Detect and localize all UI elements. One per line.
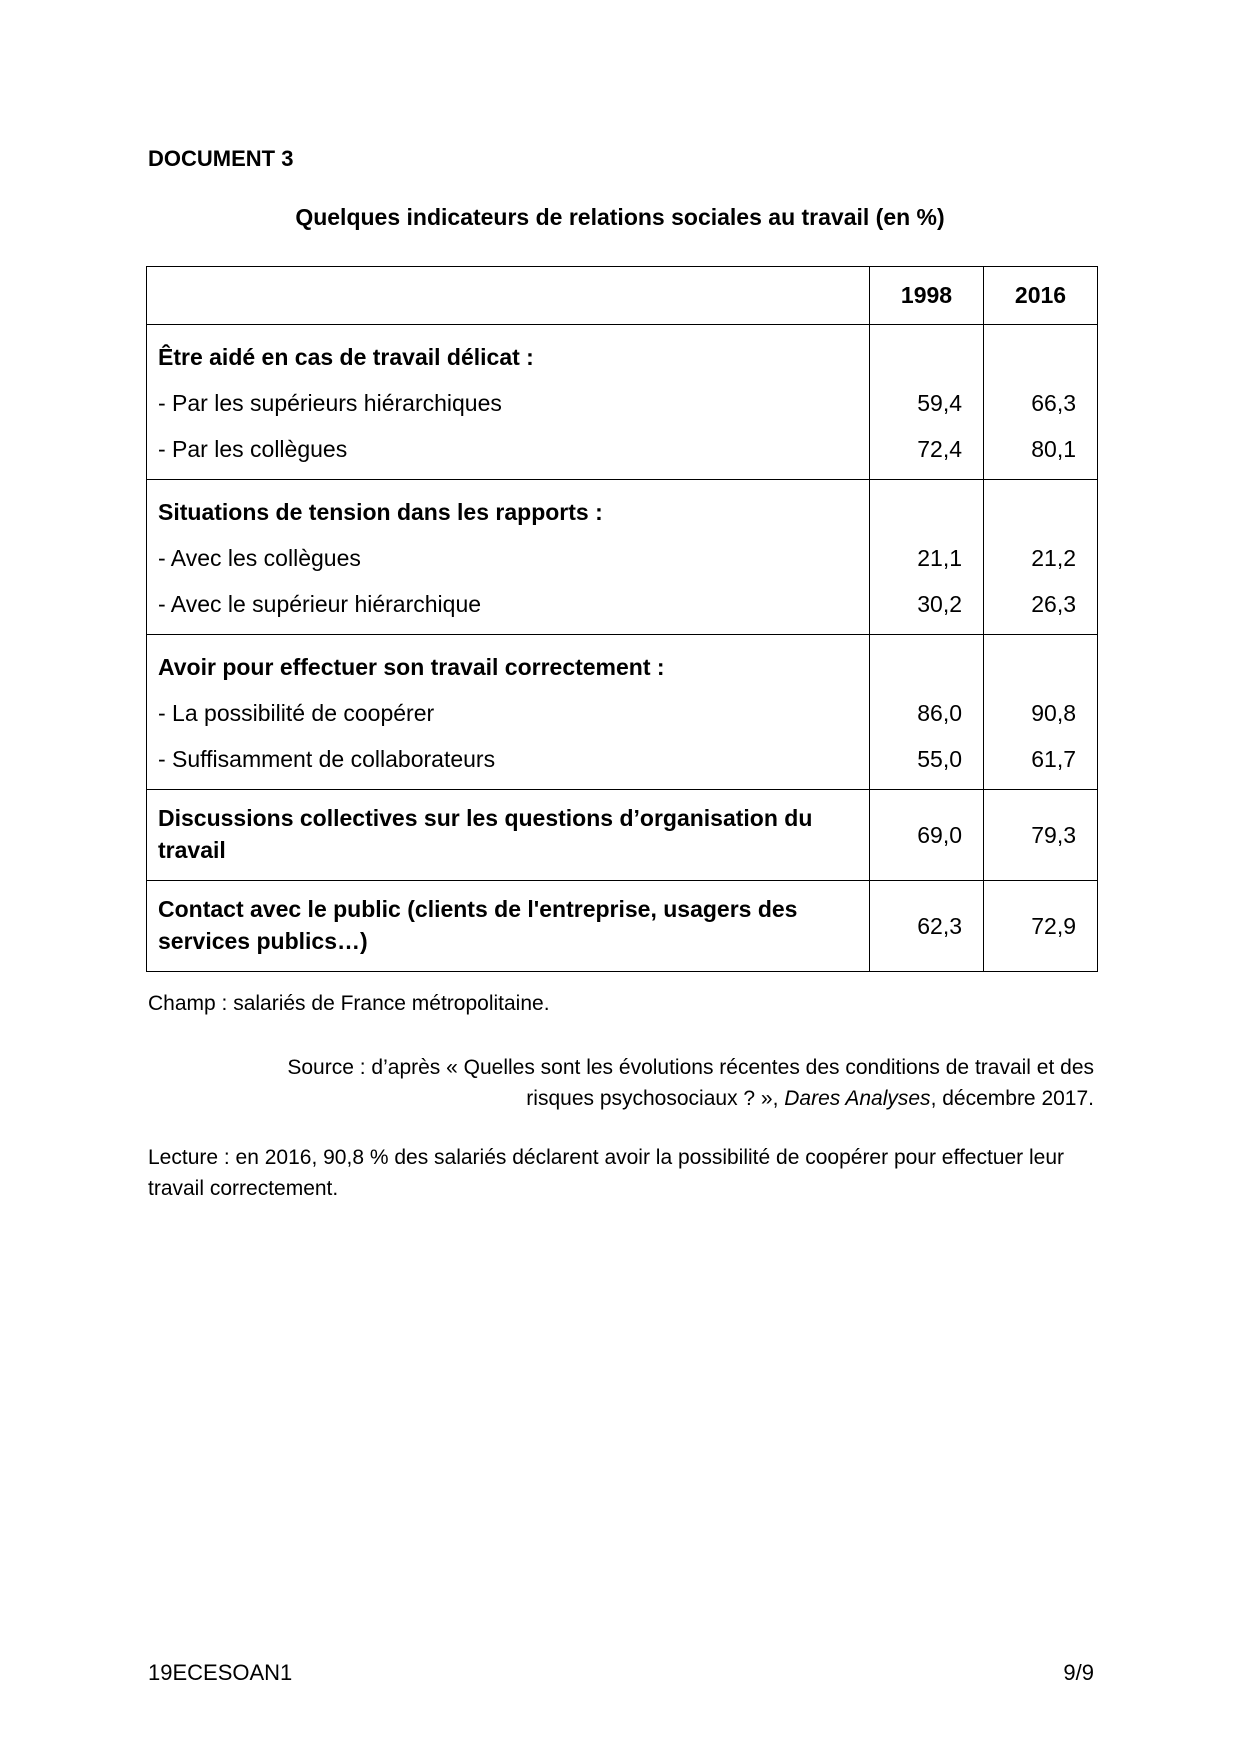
indicators-table [146,266,1098,972]
table-title: Quelques indicateurs de relations sociales au travail (en %) [295,204,945,230]
source-note [154,1052,1094,1114]
source-publication: Dares Analyses [784,1087,931,1110]
footer-page-number: 9/9 [1063,1660,1094,1685]
value-1998: 86,0 [917,700,962,726]
value-2016: 26,3 [1031,591,1076,617]
row-label-line: Contact avec le public (clients de l'entreprise, usagers des [158,896,798,922]
row-label: - Avec le supérieur hiérarchique [158,591,482,617]
field-scope-note: Champ : salariés de France métropolitaine. [148,992,550,1015]
row-label-line: services publics…) [158,928,368,954]
source-line-2: risques psychosociaux ? », Dares Analyses, décembre 2017. [526,1087,1094,1110]
footer-exam-code: 19ECESOAN1 [148,1660,293,1685]
table-row [147,881,1098,972]
source-line-1: Source : d’après « Quelles sont les évolutions récentes des conditions de travail et des [287,1056,1094,1079]
table-section [147,635,1098,790]
row-label: - Avec les collègues [158,545,361,571]
header-label-cell [147,267,870,325]
table-header-row [147,267,1098,325]
row-label-line: Discussions collectives sur les questions d’organisation du [158,805,813,831]
value-2016: 90,8 [1031,700,1076,726]
value-1998: 55,0 [917,746,962,772]
row-label: - Suffisamment de collaborateurs [158,746,496,772]
value-2016: 72,9 [984,881,1098,972]
value-1998: 30,2 [917,591,962,617]
value-1998: 21,1 [917,545,962,571]
table-section [147,325,1098,480]
row-label: - Par les supérieurs hiérarchiques [158,390,502,416]
value-1998: 72,4 [917,436,962,462]
value-2016: 79,3 [984,790,1098,881]
value-2016: 61,7 [1031,746,1076,772]
section-heading: Avoir pour effectuer son travail correctement : [158,654,665,680]
section-heading: Situations de tension dans les rapports : [158,499,603,525]
value-1998: 59,4 [917,390,962,416]
header-1998: 1998 [870,267,984,325]
row-label-line: travail [158,837,226,863]
document-label: DOCUMENT 3 [148,146,294,171]
table-section [147,480,1098,635]
section-heading: Être aidé en cas de travail délicat : [158,344,534,370]
row-label: - La possibilité de coopérer [158,700,435,726]
header-2016: 2016 [984,267,1098,325]
value-1998: 62,3 [870,881,984,972]
value-2016: 80,1 [1031,436,1076,462]
value-1998: 69,0 [870,790,984,881]
reading-note: Lecture : en 2016, 90,8 % des salariés déclarent avoir la possibilité de coopérer pour effectuer leur travail correctement. [148,1146,1064,1200]
value-2016: 66,3 [1031,390,1076,416]
row-label: - Par les collègues [158,436,348,462]
table-row [147,790,1098,881]
value-2016: 21,2 [1031,545,1076,571]
